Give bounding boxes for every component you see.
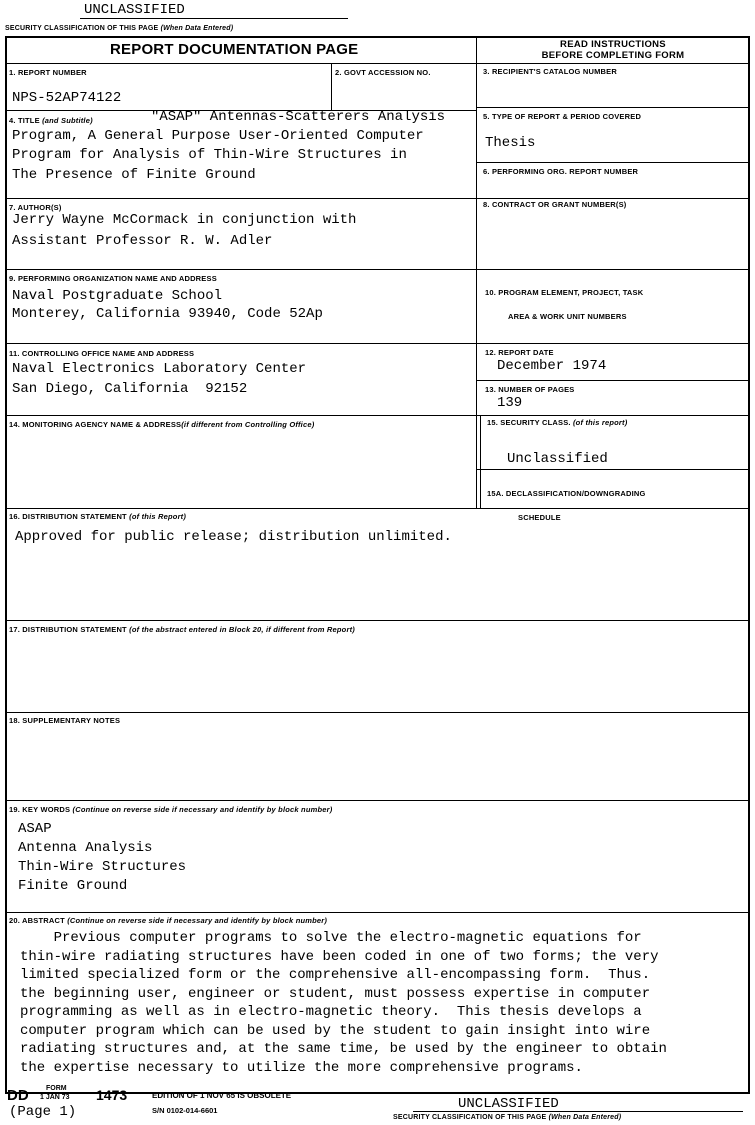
field-20-label: 20. ABSTRACT (Continue on reverse side if necessary and identify by block number): [9, 916, 328, 925]
page-count: 139: [497, 395, 523, 411]
field-18-label: 18. SUPPLEMENTARY NOTES: [9, 716, 121, 725]
field-15-label: 15. SECURITY CLASS. (of this report): [487, 418, 628, 427]
report-type: Thesis: [485, 135, 536, 151]
form-word: FORM: [46, 1085, 67, 1092]
field-11-label: 11. CONTROLLING OFFICE NAME AND ADDRESS: [9, 349, 195, 358]
abstract-line-5: programming as well as in electro-magnetic theory. This thesis develops a: [20, 1004, 642, 1020]
field-10-label: 10. PROGRAM ELEMENT, PROJECT, TASK AREA & WORK UNIT NUMBERS: [485, 288, 644, 321]
abstract-line-2: thin-wire radiating structures have been coded in one of two forms; the very: [20, 948, 659, 965]
distribution-statement: Approved for public release; distribution unlimited.: [15, 529, 452, 545]
top-classification: UNCLASSIFIED: [84, 2, 185, 18]
title-line-4: The Presence of Finite Ground: [12, 167, 256, 183]
keyword-2: Antenna Analysis: [18, 840, 153, 856]
abstract-line-8: the expertise necessary to utilize the more comprehensive programs.: [20, 1059, 583, 1076]
title-line-1: "ASAP" Antennas-Scatterers Analysis: [151, 109, 446, 125]
field-14-label: 14. MONITORING AGENCY NAME & ADDRESS(if different from Controlling Office): [9, 420, 315, 429]
form-title: REPORT DOCUMENTATION PAGE: [110, 41, 359, 58]
bottom-classification: UNCLASSIFIED: [458, 1096, 559, 1112]
controlling-office-line-1: Naval Electronics Laboratory Center: [12, 361, 307, 377]
security-class: Unclassified: [507, 451, 608, 467]
bottom-classification-rule: [413, 1111, 743, 1112]
abstract-line-4: the beginning user, engineer or student, must possess expertise in computer: [20, 985, 651, 1002]
field-4-label: 4. TITLE (and Subtitle): [9, 116, 93, 125]
author-line-2: Assistant Professor R. W. Adler: [12, 233, 273, 249]
field-3-label: 3. RECIPIENT'S CATALOG NUMBER: [483, 67, 617, 76]
top-classification-caption: SECURITY CLASSIFICATION OF THIS PAGE (When Data Entered): [5, 25, 234, 32]
abstract-line-1: Previous computer programs to solve the electro-magnetic equations for: [20, 930, 642, 946]
performing-org-line-2: Monterey, California 93940, Code 52Ap: [12, 306, 323, 322]
field-12-label: 12. REPORT DATE: [485, 348, 554, 357]
field-5-label: 5. TYPE OF REPORT & PERIOD COVERED: [483, 112, 642, 121]
keyword-4: Finite Ground: [18, 878, 128, 894]
abstract-text: [20, 929, 745, 1077]
stock-number: S/N 0102-014-6601: [152, 1106, 218, 1115]
field-7-label: 7. AUTHOR(S): [9, 203, 62, 212]
author-line-1: Jerry Wayne McCormack in conjunction with: [12, 212, 357, 228]
field-1-label: 1. REPORT NUMBER: [9, 68, 87, 77]
field-2-label: 2. GOVT ACCESSION NO.: [335, 68, 431, 77]
form-number: 1473: [96, 1087, 128, 1103]
page-indicator: (Page 1): [9, 1104, 77, 1120]
field-6-label: 6. PERFORMING ORG. REPORT NUMBER: [483, 167, 639, 176]
keyword-1: ASAP: [18, 821, 52, 837]
field-9-label: 9. PERFORMING ORGANIZATION NAME AND ADDRESS: [9, 274, 217, 283]
abstract-line-3: limited specialized form or the comprehensive all-encompassing form. Thus.: [20, 967, 651, 983]
top-classification-rule: [80, 18, 348, 19]
instructions-heading: READ INSTRUCTIONS BEFORE COMPLETING FORM: [541, 39, 685, 61]
keyword-3: Thin-Wire Structures: [18, 859, 187, 875]
form-date: 1 JAN 73: [40, 1094, 70, 1101]
field-17-label: 17. DISTRIBUTION STATEMENT (of the abstract entered in Block 20, if different from Report): [9, 625, 355, 634]
report-number: NPS-52AP74122: [12, 90, 122, 106]
title-line-3: Program for Analysis of Thin-Wire Structures in: [12, 147, 407, 163]
form-id-dd: DD: [7, 1087, 29, 1104]
bottom-classification-caption: SECURITY CLASSIFICATION OF THIS PAGE (When Data Entered): [393, 1114, 622, 1121]
controlling-office-line-2: San Diego, California 92152: [12, 381, 248, 397]
abstract-line-7: radiating structures and, at the same time, be used by the engineer to obtain: [20, 1041, 667, 1057]
field-8-label: 8. CONTRACT OR GRANT NUMBER(S): [483, 200, 627, 209]
field-13-label: 13. NUMBER OF PAGES: [485, 385, 575, 394]
title-line-2: Program, A General Purpose User-Oriented Computer: [12, 128, 424, 144]
report-date: December 1974: [497, 358, 607, 374]
field-16-label: 16. DISTRIBUTION STATEMENT (of this Report): [9, 512, 187, 521]
field-15a-label: 15A. DECLASSIFICATION/DOWNGRADING SCHEDULE: [487, 489, 646, 522]
performing-org-line-1: Naval Postgraduate School: [12, 288, 223, 304]
abstract-line-6: computer program which can be used by the student to gain insight into wire: [20, 1022, 651, 1039]
edition-note: EDITION OF 1 NOV 65 IS OBSOLETE: [152, 1091, 292, 1100]
field-19-label: 19. KEY WORDS (Continue on reverse side if necessary and identify by block number): [9, 805, 333, 814]
